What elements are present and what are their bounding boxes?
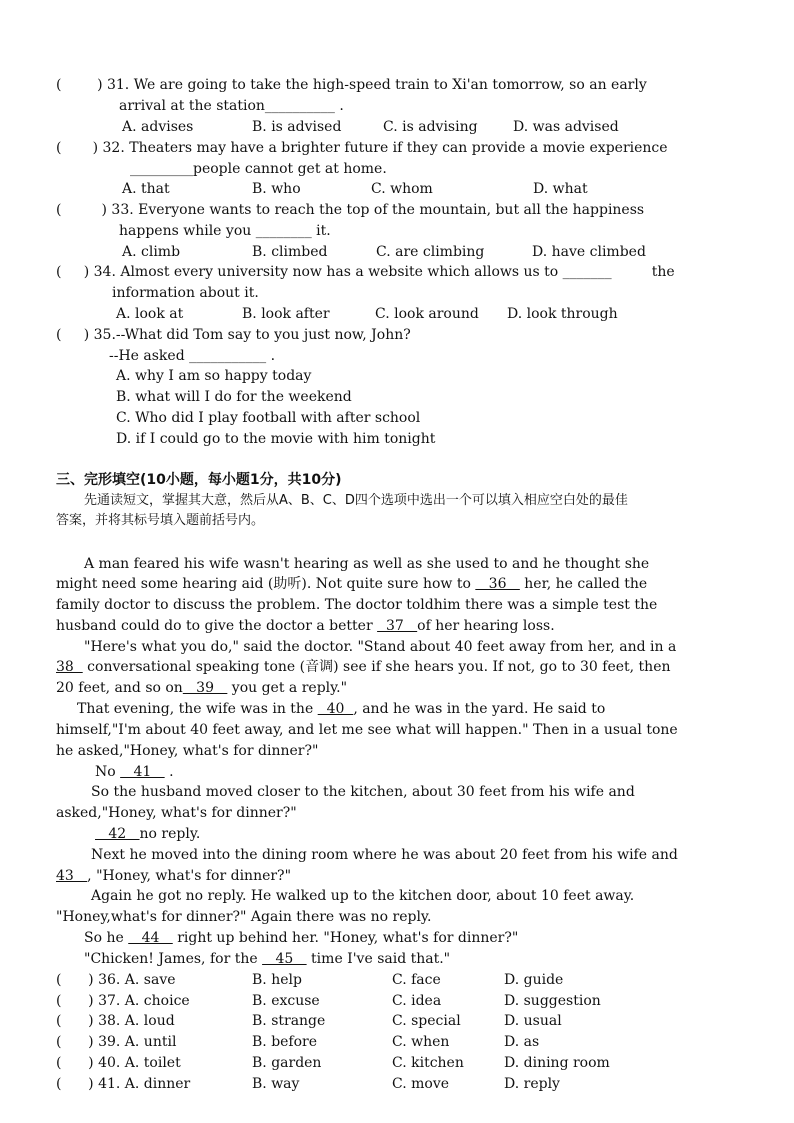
passage-line: 42 no reply. <box>95 826 201 842</box>
passage-line: 20 feet, and so on 39 you get a reply." <box>56 680 348 696</box>
q31-option-d: D. was advised <box>513 119 619 135</box>
passage-line: Again he got no reply. He walked up to the kitchen door, about 10 feet away. <box>91 888 635 904</box>
q31-option-c: C. is advising <box>383 119 478 135</box>
q34-option-b: B. look after <box>242 306 330 322</box>
passage-line: A man feared his wife wasn't hearing as well as she used to and he thought she <box>84 556 650 572</box>
blank-39: 39 <box>182 680 228 696</box>
blank-38: 38 <box>56 659 83 675</box>
q34-option-c: C. look around <box>375 306 479 322</box>
section-instruction: 先通读短文，掌握其大意，然后从A、B、C、D四个选项中选出一个可以填入相应空白处的最佳 <box>84 493 628 508</box>
q34-option-d: D. look through <box>507 306 618 322</box>
passage-line: So the husband moved closer to the kitchen, about 30 feet from his wife and <box>91 784 635 800</box>
question-32-stem: ( ) 32. Theaters may have a brighter future if they can provide a movie experience <box>56 140 668 156</box>
section-instruction-cont: 答案，并将其标号填入题前括号内。 <box>56 513 265 528</box>
q33-option-c: C. are climbing <box>376 244 485 260</box>
passage-line: "Chicken! James, for the 45 time I've said that." <box>84 951 451 967</box>
cloze-q41-c: C. move <box>392 1076 450 1092</box>
section-heading: 三、完形填空(10小题，每小题1分，共10分) <box>56 472 342 488</box>
cloze-q39: ( ) 39. A. until <box>56 1034 177 1050</box>
cloze-q36-c: C. face <box>392 972 441 988</box>
blank-36: 36 <box>475 576 520 592</box>
cloze-q38-b: B. strange <box>252 1013 326 1029</box>
cloze-q39-b: B. before <box>252 1034 318 1050</box>
cloze-q36-b: B. help <box>252 972 302 988</box>
cloze-q37-c: C. idea <box>392 993 442 1009</box>
question-31-stem: ( ) 31. We are going to take the high-speed train to Xi'an tomorrow, so an early <box>56 77 647 93</box>
question-32-stem-cont: _________people cannot get at home. <box>130 161 387 177</box>
q32-option-c: C. whom <box>371 181 433 197</box>
q32-option-d: D. what <box>533 181 588 197</box>
cloze-q36-d: D. guide <box>504 972 564 988</box>
q35-option-a: A. why I am so happy today <box>116 368 312 384</box>
passage-line: husband could do to give the doctor a better 37 of her hearing loss. <box>56 618 555 634</box>
blank-37: 37 <box>377 618 418 634</box>
passage-line: "Honey,what's for dinner?" Again there was no reply. <box>56 909 432 925</box>
question-33-stem: ( ) 33. Everyone wants to reach the top of the mountain, but all the happiness <box>56 202 645 218</box>
cloze-q40-c: C. kitchen <box>392 1055 464 1071</box>
cloze-q41-b: B. way <box>252 1076 300 1092</box>
question-34-stem: ( ) 34. Almost every university now has a website which allows us to _______ the <box>56 264 675 280</box>
cloze-q41-d: D. reply <box>504 1076 560 1092</box>
passage-line: So he 44 right up behind her. "Honey, what's for dinner?" <box>84 930 519 946</box>
cloze-q37-b: B. excuse <box>252 993 320 1009</box>
cloze-q40-d: D. dining room <box>504 1055 610 1071</box>
passage-line: 43 , "Honey, what's for dinner?" <box>56 868 292 884</box>
cloze-q40-b: B. garden <box>252 1055 322 1071</box>
passage-line: "Here's what you do," said the doctor. "Stand about 40 feet away from her, and in a <box>84 639 677 655</box>
q33-option-b: B. climbed <box>252 244 328 260</box>
cloze-q38-c: C. special <box>392 1013 461 1029</box>
passage-line: No 41 . <box>95 764 174 780</box>
passage-line: That evening, the wife was in the 40 , and he was in the yard. He said to <box>77 701 606 717</box>
q33-option-a: A. climb <box>122 244 181 260</box>
question-33-stem-cont: happens while you ________ it. <box>119 223 331 239</box>
question-35-stem: ( ) 35.--What did Tom say to you just now, John? <box>56 327 411 343</box>
q35-option-b: B. what will I do for the weekend <box>116 389 352 405</box>
cloze-q37-d: D. suggestion <box>504 993 601 1009</box>
question-34-stem-cont: information about it. <box>112 285 259 301</box>
blank-42: 42 <box>95 826 140 842</box>
q33-option-d: D. have climbed <box>532 244 646 260</box>
passage-line: he asked,"Honey, what's for dinner?" <box>56 743 319 759</box>
q35-option-d: D. if I could go to the movie with him tonight <box>116 431 436 447</box>
cloze-q38-d: D. usual <box>504 1013 562 1029</box>
q32-option-a: A. that <box>122 181 170 197</box>
passage-line: family doctor to discuss the problem. The doctor toldhim there was a simple test the <box>56 597 658 613</box>
passage-line: Next he moved into the dining room where he was about 20 feet from his wife and <box>91 847 678 863</box>
question-35-line2: --He asked ___________ . <box>109 348 276 364</box>
cloze-q40: ( ) 40. A. toilet <box>56 1055 181 1071</box>
cloze-q36: ( ) 36. A. save <box>56 972 176 988</box>
question-31-stem-cont: arrival at the station__________ . <box>119 98 344 114</box>
blank-41: 41 <box>120 764 165 780</box>
q31-option-b: B. is advised <box>252 119 342 135</box>
cloze-q38: ( ) 38. A. loud <box>56 1013 175 1029</box>
q35-option-c: C. Who did I play football with after school <box>116 410 421 426</box>
cloze-q41: ( ) 41. A. dinner <box>56 1076 191 1092</box>
blank-45: 45 <box>262 951 307 967</box>
passage-line: might need some hearing aid (助听). Not quite sure how to 36 her, he called the <box>56 576 648 592</box>
passage-line: 38 conversational speaking tone (音调) see if she hears you. If not, go to 30 feet, then <box>56 659 671 675</box>
passage-line: asked,"Honey, what's for dinner?" <box>56 805 297 821</box>
blank-44: 44 <box>128 930 173 946</box>
q31-option-a: A. advises <box>122 119 194 135</box>
q34-option-a: A. look at <box>116 306 184 322</box>
blank-43: 43 <box>56 868 88 884</box>
blank-40: 40 <box>317 701 354 717</box>
q32-option-b: B. who <box>252 181 301 197</box>
passage-line: himself,"I'm about 40 feet away, and let me see what will happen." Then in a usual tone <box>56 722 678 738</box>
cloze-q39-c: C. when <box>392 1034 450 1050</box>
cloze-q37: ( ) 37. A. choice <box>56 993 190 1009</box>
cloze-q39-d: D. as <box>504 1034 540 1050</box>
